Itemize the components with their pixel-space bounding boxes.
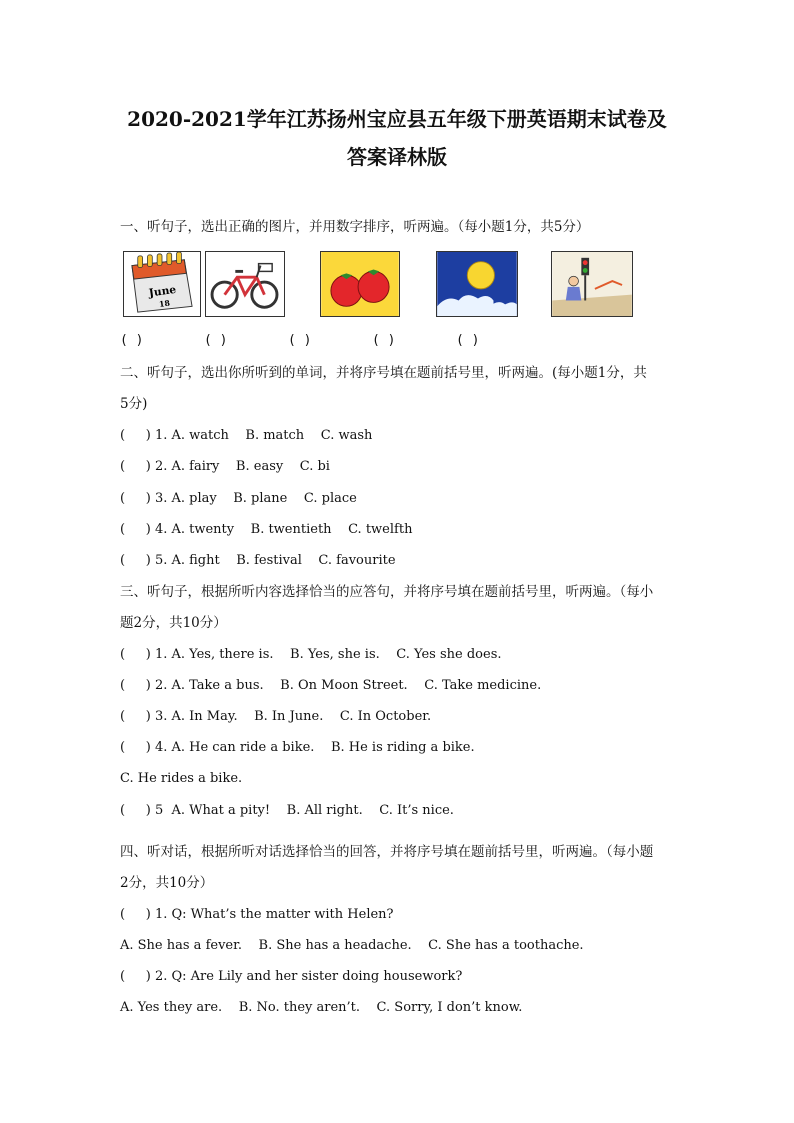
section-4-item: A. She has a fever. B. She has a headache. C. She has a toothache. (120, 938, 584, 953)
section-3-item: ( ) 3. A. In May. B. In June. C. In October. (120, 709, 432, 724)
answer-blank[interactable]: ( ) (288, 333, 312, 348)
section-3-heading-line-1: 三、听句子，根据所听内容选择恰当的应答句，并将序号填在题前括号里，听两遍。（每小 (120, 584, 654, 600)
calendar-day: 18 (158, 298, 171, 310)
section-3-item: ( ) 4. A. He can ride a bike. B. He is riding a bike. (120, 740, 475, 755)
tomatoes-icon (320, 251, 400, 317)
section-4-heading-line-2: 2分，共10分） (120, 875, 214, 891)
section-1-heading: 一、听句子，选出正确的图片，并用数字排序，听两遍。（每小题1分，共5分） (120, 219, 590, 235)
section-2-item: ( ) 2. A. fairy B. easy C. bi (120, 459, 330, 474)
section-2-heading-line-1: 二、听句子，选出你所听到的单词，并将序号填在题前括号里，听两遍。(每小题1分，共 (120, 365, 647, 381)
section-3-item: ( ) 5 A. What a pity! B. All right. C. It’s nice. (120, 803, 454, 818)
section-4-item: A. Yes they are. B. No. they aren’t. C. Sorry, I don’t know. (120, 1000, 523, 1015)
title-line-1: 2020-2021学年江苏扬州宝应县五年级下册英语期末试卷及 (127, 107, 667, 131)
answer-blank[interactable]: ( ) (204, 333, 228, 348)
section-3-item: C. He rides a bike. (120, 771, 243, 786)
section-2-item: ( ) 4. A. twenty B. twentieth C. twelfth (120, 522, 413, 537)
traffic-light-icon (551, 251, 633, 317)
section-3-item: ( ) 1. A. Yes, there is. B. Yes, she is. C. Yes she does. (120, 647, 502, 662)
document-title (90, 100, 704, 176)
bicycle-icon (205, 251, 285, 317)
section-3-heading-line-2: 题2分，共10分） (120, 615, 227, 631)
section-2-item: ( ) 5. A. fight B. festival C. favourite (120, 553, 396, 568)
section-3-item: ( ) 2. A. Take a bus. B. On Moon Street. C. Take medicine. (120, 678, 542, 693)
answer-blank[interactable]: ( ) (372, 333, 396, 348)
calendar-icon (123, 251, 201, 317)
sun-icon (436, 251, 518, 317)
section-2-heading-line-2: 5分) (120, 396, 148, 412)
section-4-heading-line-1: 四、听对话，根据所听对话选择恰当的回答，并将序号填在题前括号里，听两遍。（每小题 (120, 844, 654, 860)
section-4-item: ( ) 1. Q: What’s the matter with Helen? (120, 907, 394, 922)
calendar-month: June (148, 282, 177, 300)
section-2-item: ( ) 3. A. play B. plane C. place (120, 491, 357, 506)
answer-blank[interactable]: ( ) (456, 333, 480, 348)
picture-row (0, 251, 794, 317)
answer-blank[interactable]: ( ) (120, 333, 144, 348)
title-line-2: 答案译林版 (347, 145, 447, 169)
section-4-item: ( ) 2. Q: Are Lily and her sister doing housework? (120, 969, 463, 984)
section-2-item: ( ) 1. A. watch B. match C. wash (120, 428, 373, 443)
